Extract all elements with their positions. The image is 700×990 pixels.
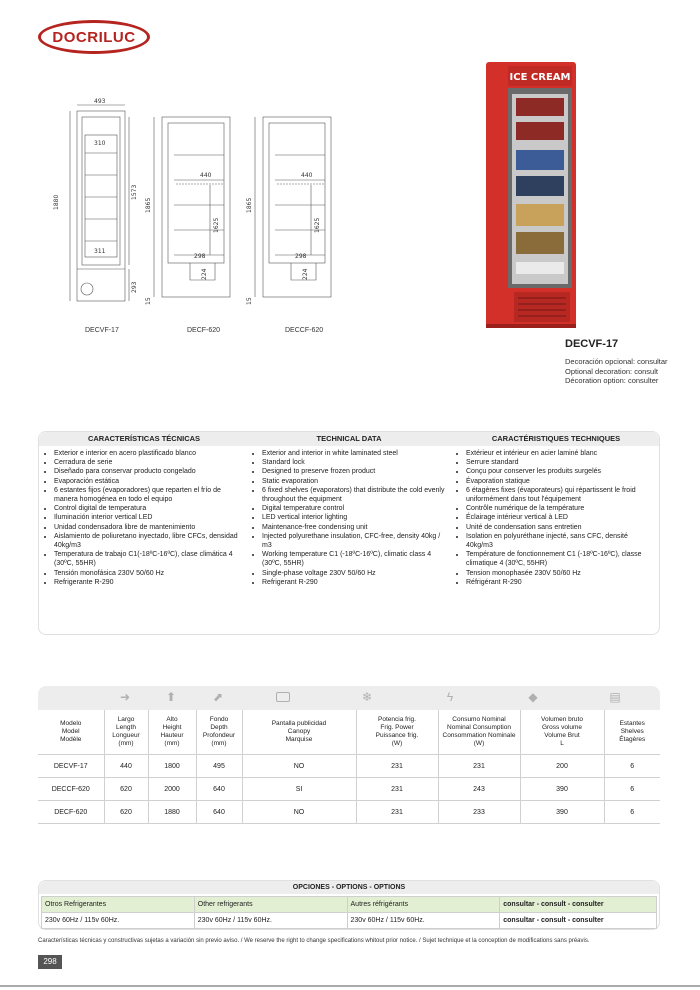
decoration-notes xyxy=(565,357,668,386)
drawing-caption: DECCF-620 xyxy=(285,327,324,334)
spec-item: • Extérieur et intérieur en acier laminé blanc xyxy=(466,449,653,458)
dim-label: 440 xyxy=(301,172,313,179)
spec-item: • Evaporación estática xyxy=(54,477,241,486)
table-icon-band xyxy=(38,686,660,710)
options-panel xyxy=(38,880,660,930)
spec-item: • Serrure standard xyxy=(466,458,653,467)
spec-item: • Standard lock xyxy=(262,458,445,467)
spec-item: • LED vertical interior lighting xyxy=(262,513,445,522)
spec-item: • Maintenance-free condensing unit xyxy=(262,523,445,532)
specs-col-es xyxy=(45,449,241,587)
dim-label: 1865 xyxy=(246,197,253,213)
spec-item: • Aislamiento de poliuretano inyectado, libre CFCs, densidad 40kg/m3 xyxy=(54,532,241,550)
dim-label: 224 xyxy=(201,268,208,280)
shelves-icon: ▤ xyxy=(609,690,621,704)
spec-item: • Temperatura de trabajo C1(-18ºC-16ºC), clase climática 4 (30ºC, 55HR) xyxy=(54,550,241,568)
spec-item: • Éclairage intérieur vertical à LED xyxy=(466,513,653,522)
specs-panel xyxy=(38,431,660,635)
lightning-icon: ϟ xyxy=(446,690,454,704)
spec-item: • Contrôle numérique de la température xyxy=(466,504,653,513)
spec-item: • Single-phase voltage 230V 50/60 Hz xyxy=(262,569,445,578)
spec-item: • Exterior e interior en acero plastificado blanco xyxy=(54,449,241,458)
dim-label: 310 xyxy=(94,140,106,147)
options-value-row: 230v 60Hz / 115v 60Hz. 230v 60Hz / 115v 60Hz. 230v 60Hz / 115v 60Hz. consultar - consult - consulter xyxy=(42,913,657,929)
spec-item: • Exterior and interior in white laminated steel xyxy=(262,449,445,458)
product-sign-text: ICE CREAM xyxy=(509,72,571,83)
dim-label: 1625 xyxy=(213,217,220,233)
header-cell: Alto Height Hauteur (mm) xyxy=(148,710,196,755)
spec-item: • Réfrigérant R-290 xyxy=(466,578,653,587)
specs-col-title-en: TECHNICAL DATA xyxy=(316,434,382,443)
spec-item: • 6 fixed shelves (evaporators) that distribute the cold evenly throughout the equipment xyxy=(262,486,445,504)
page-number: 298 xyxy=(38,955,62,969)
arrow-up-icon: ⬆ xyxy=(165,690,177,704)
table-row: DECF-620 620 1880 640 NO 231 233 390 6 xyxy=(38,801,660,824)
specs-col-en xyxy=(253,449,445,587)
snowflake-icon: ❄ xyxy=(361,690,373,704)
specs-col-title-fr: CARACTÉRISTIQUES TECHNIQUES xyxy=(491,434,621,443)
spec-item: • Iluminación interior vertical LED xyxy=(54,513,241,522)
dim-label: 1865 xyxy=(145,197,152,213)
header-cell: Modelo Model Modèle xyxy=(38,710,104,755)
spec-item: • Unidad condensadora libre de mantenimiento xyxy=(54,523,241,532)
drawing-caption: DECF-620 xyxy=(187,327,221,334)
table-header-row xyxy=(38,710,660,755)
decoration-line: Decoración opcional: consultar xyxy=(565,357,668,366)
spec-item: • Injected polyurethane insulation, CFC-free, density 40kg / m3 xyxy=(262,532,445,550)
dim-label: 15 xyxy=(246,297,253,305)
spec-item: • Tension monophasée 230V 50/60 Hz xyxy=(466,569,653,578)
brand-logo xyxy=(38,20,150,54)
spec-item: • Control digital de temperatura xyxy=(54,504,241,513)
drawing-caption: DECVF-17 xyxy=(85,327,119,334)
spec-item: • Tensión monofásica 230V 50/60 Hz xyxy=(54,569,241,578)
spec-item: • Conçu pour conserver les produits surgelés xyxy=(466,467,653,476)
dim-label: 224 xyxy=(302,268,309,280)
dim-label: 293 xyxy=(131,281,138,293)
table-row: DECCF-620 620 2000 640 SI 231 243 390 6 xyxy=(38,778,660,801)
product-model-title: DECVF-17 xyxy=(565,338,619,350)
cube-icon: ◆ xyxy=(528,690,538,704)
spec-item: • Température de fonctionnement C1 (-18ºC-16ºC), classe climatique 4 (30ºC, 55HR) xyxy=(466,550,653,568)
options-title: OPCIONES - OPTIONS - OPTIONS xyxy=(39,881,659,894)
models-table xyxy=(38,686,660,826)
spec-item: • Unité de condensation sans entretien xyxy=(466,523,653,532)
header-cell: Fondo Depth Profondeur (mm) xyxy=(196,710,242,755)
spec-item: • Designed to preserve frozen product xyxy=(262,467,445,476)
specs-col-fr xyxy=(457,449,653,587)
header-cell: Volumen bruto Gross volume Volume Brut L xyxy=(520,710,604,755)
header-cell: Pantalla publicidad Canopy Marquise xyxy=(242,710,356,755)
arrow-right-icon: ➜ xyxy=(119,690,131,704)
header-cell: Consumo Nominal Nominal Consumption Consommation Nominale (W) xyxy=(438,710,520,755)
spec-item: • Refrigerante R-290 xyxy=(54,578,241,587)
technical-drawings xyxy=(40,95,340,345)
footnote: Características técnicas y constructivas sujetas a variación sin previo aviso. / We reserve the right to change specifications whitout prior notice. / Sujet technique et la conception de modifications sans préavis. xyxy=(38,938,590,944)
header-cell: Estantes Shelves Étagères xyxy=(604,710,660,755)
decoration-line: Optional decoration: consult xyxy=(565,366,658,376)
spec-item: • Refrigerant R-290 xyxy=(262,578,445,587)
header-cell: Largo Length Longueur (mm) xyxy=(104,710,148,755)
table-row: DECVF-17 440 1800 495 NO 231 231 200 6 xyxy=(38,755,660,778)
product-photo xyxy=(478,58,588,338)
arrow-diagonal-icon: ⬈ xyxy=(212,690,224,704)
dim-label: 1625 xyxy=(314,217,321,233)
header-cell: Potencia frig. Frig. Power Puissance frig. (W) xyxy=(356,710,438,755)
specs-col-title-es: CARACTERÍSTICAS TÉCNICAS xyxy=(87,434,201,443)
brand-logo-text: DOCRILUC xyxy=(52,28,136,46)
spec-item: • 6 estantes fijos (evaporadores) que reparten el frío de manera homogénea en todo el equipo xyxy=(54,486,241,504)
spec-item: • Cerradura de serie xyxy=(54,458,241,467)
canopy-icon xyxy=(276,690,290,704)
dim-label: 298 xyxy=(194,253,206,260)
spec-item: • Digital temperature control xyxy=(262,504,445,513)
spec-item: • Évaporation statique xyxy=(466,477,653,486)
dim-label: 298 xyxy=(295,253,307,260)
dim-label: 15 xyxy=(145,297,152,305)
bottom-rule xyxy=(0,985,700,987)
spec-item: • 6 étagères fixes (évaporateurs) qui répartissent le froid uniformément dans tout l'équipement xyxy=(466,486,653,504)
spec-item: • Isolation en polyuréthane injecté, sans CFC, densité 40kg/m3 xyxy=(466,532,653,550)
dim-label: 311 xyxy=(94,248,106,255)
spec-item: • Working temperature C1 (-18ºC-16ºC), climatic class 4 (30ºC, 55HR) xyxy=(262,550,445,568)
options-header-row: Otros Refrigerantes Other refrigerants Autres réfrigérants consultar - consult - consulter xyxy=(42,897,657,913)
dim-label: 440 xyxy=(200,172,212,179)
spec-item: • Static evaporation xyxy=(262,477,445,486)
dim-label: 1573 xyxy=(131,184,138,200)
decoration-line: Décoration option: consulter xyxy=(565,376,659,385)
dim-label: 493 xyxy=(94,98,106,105)
dim-label: 1880 xyxy=(53,194,60,210)
spec-item: • Diseñado para conservar producto congelado xyxy=(54,467,241,476)
